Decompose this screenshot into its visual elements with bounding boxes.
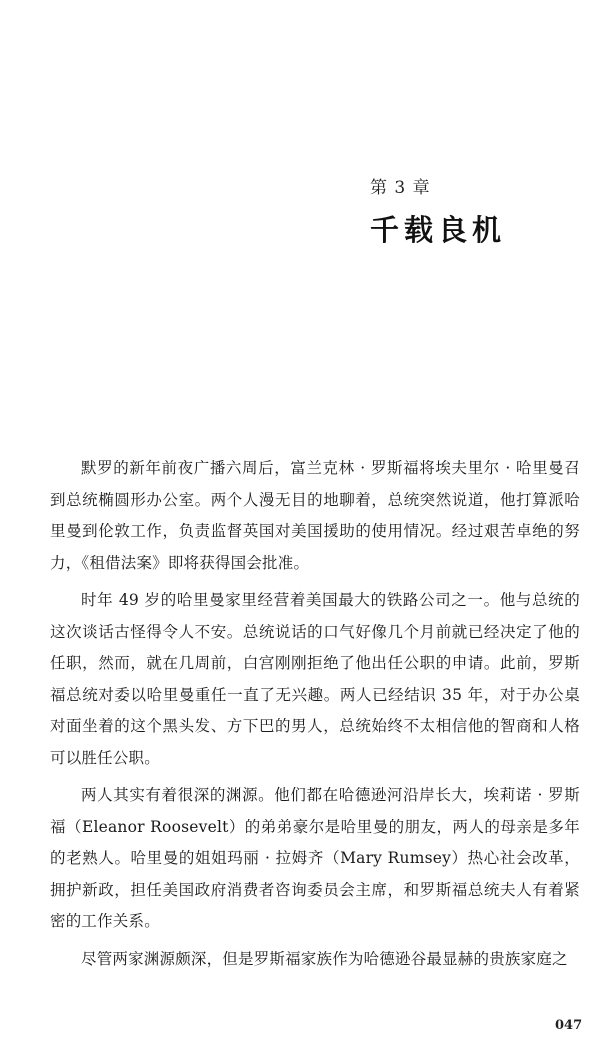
chapter-number: 第 3 章: [370, 178, 431, 198]
paragraph-1: 默罗的新年前夜广播六周后，富兰克林 · 罗斯福将埃夫里尔 · 哈里曼召到总统椭圆形办公室。两个人漫无目的地聊着，总统突然说道，他打算派哈里曼到伦敦工作，负责监督英国对美国援助的使用情况。经过艰苦卓绝的努力，《租借法案》即将获得国会批准。: [50, 459, 580, 572]
body-text: [50, 453, 580, 981]
paragraph-2: 时年 49 岁的哈里曼家里经营着美国最大的铁路公司之一。他与总统的这次谈话古怪得令人不安。总统说话的口气好像几个月前就已经决定了他的任职，然而，就在几周前，白宫刚刚拒绝了他出任公职的申请。此前，罗斯福总统对委以哈里曼重任一直了无兴趣。两人已经结识 35 年，对于办公桌对面坐着的这个黑头发、方下巴的男人，总统始终不太相信他的智商和人格可以胜任公职。: [50, 591, 580, 767]
chapter-header: [370, 176, 580, 248]
paragraph-4: 尽管两家渊源颇深，但是罗斯福家族作为哈德逊谷最显赫的贵族家庭之: [81, 949, 568, 968]
page-number: 047: [555, 1018, 583, 1033]
paragraph-3: 两人其实有着很深的渊源。他们都在哈德逊河沿岸长大，埃莉诺 · 罗斯福（Eleanor Roosevelt）的弟弟豪尔是哈里曼的朋友，两人的母亲是多年的老熟人。哈里曼的姐姐玛丽 · 拉姆齐（Mary Rumsey）热心社会改革，拥护新政，担任美国政府消费者咨询委员会主席，和罗斯福总统夫人有着紧密的工作关系。: [50, 786, 580, 930]
chapter-title: 千载良机: [370, 213, 507, 247]
